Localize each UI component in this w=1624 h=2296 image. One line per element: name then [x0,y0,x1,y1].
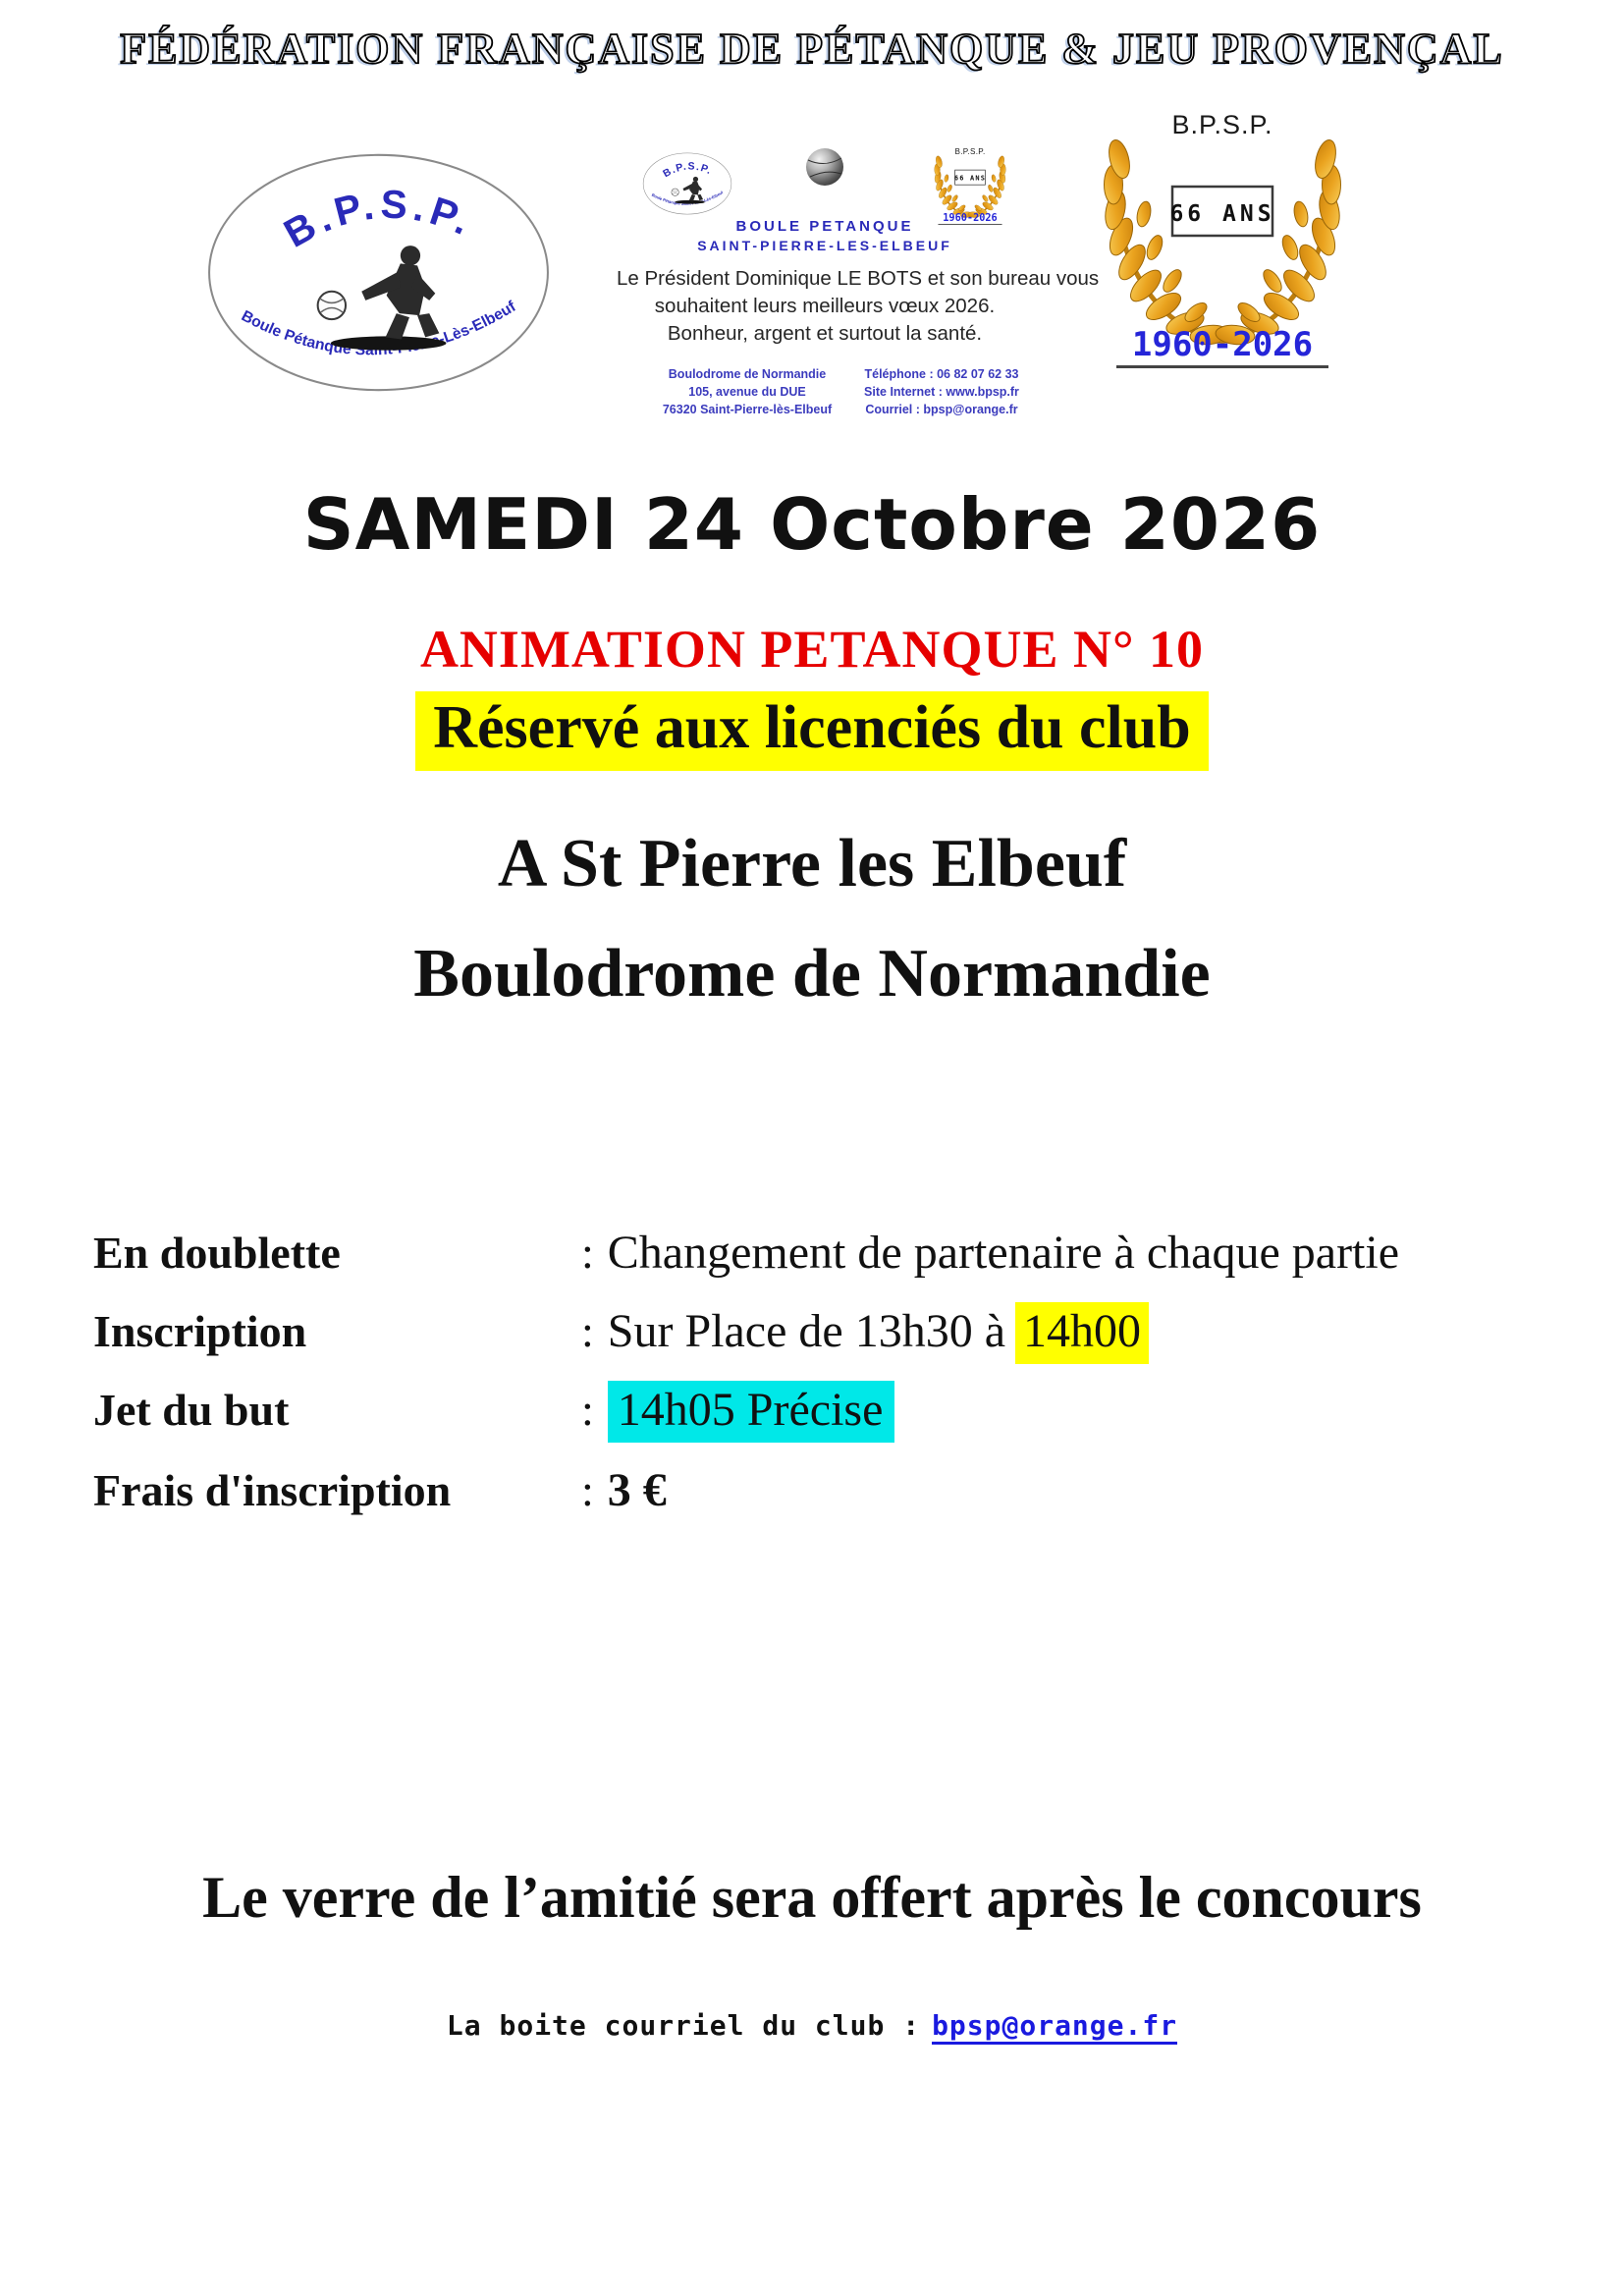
mini-laurel-logo [923,143,1017,230]
mini-oval-logo [638,151,736,216]
card-greeting-line2: souhaitent leurs meilleurs vœux 2026. [654,295,996,317]
club-mailbox-line [0,2009,1624,2042]
event-date-title: SAMEDI 24 Octobre 2026 [302,483,1322,566]
detail-value: 3 € [607,1464,667,1516]
animation-title: ANIMATION PETANQUE N° 10 [419,620,1205,679]
detail-row-inscription [93,1304,1585,1369]
card-address-line1: Boulodrome de Normandie [668,367,827,381]
restriction-banner-wrap [0,691,1624,771]
restriction-banner: Réservé aux licenciés du club [415,691,1209,771]
card-address-line3: 76320 Saint-Pierre-lès-Elbeuf [662,403,833,416]
card-website-line: Site Internet : www.bpsp.fr [864,385,1019,399]
detail-value: Changement de partenaire à chaque partie [607,1227,1400,1279]
detail-label: Inscription [93,1306,307,1356]
card-club-title-line2: SAINT-PIERRE-LES-ELBEUF [697,238,952,253]
detail-label: En doublette [93,1228,341,1278]
closing-message: Le verre de l’amitié sera offert après le concours [202,1865,1422,1930]
card-address-block [644,365,850,418]
card-greeting-line1: Le Président Dominique LE BOTS et son bureau vous [617,267,1100,290]
detail-colon: : [581,1306,594,1356]
detail-label: Jet du but [93,1385,290,1435]
detail-colon: : [581,1465,594,1515]
detail-colon: : [581,1385,594,1435]
card-email-line: Courriel : bpsp@orange.fr [865,403,1018,416]
greeting-card [617,143,1100,426]
card-address-line2: 105, avenue du DUE [688,385,806,399]
detail-label: Frais d'inscription [93,1465,452,1515]
detail-row-frais [93,1463,1585,1528]
card-greeting-line3: Bonheur, argent et surtout la santé. [667,322,983,345]
bpsp-laurel-logo [1075,98,1370,385]
card-phone-line: Téléphone : 06 82 07 62 33 [864,367,1019,381]
location-venue: Boulodrome de Normandie [413,936,1211,1011]
club-mailbox-label: La boite courriel du club : [446,2009,921,2042]
detail-value-highlight-cyan: 14h05 Précise [608,1381,895,1443]
card-club-title-line1: BOULE PETANQUE [735,218,914,235]
federation-title: FÉDÉRATION FRANÇAISE DE PÉTANQUE & JEU PROVENÇAL [120,25,1504,73]
detail-row-jet-du-but [93,1383,1585,1448]
card-contact-block [858,365,1025,418]
detail-value-highlight-yellow: 14h00 [1015,1302,1149,1364]
detail-colon: : [581,1228,594,1278]
bpsp-oval-logo [204,147,553,398]
detail-value: Sur Place de 13h30 à [607,1305,1006,1357]
petanque-ball-icon [805,147,844,187]
location-city: A St Pierre les Elbeuf [497,826,1127,902]
club-email-link[interactable]: bpsp@orange.fr [932,2009,1177,2045]
detail-row-doublette [93,1226,1585,1290]
